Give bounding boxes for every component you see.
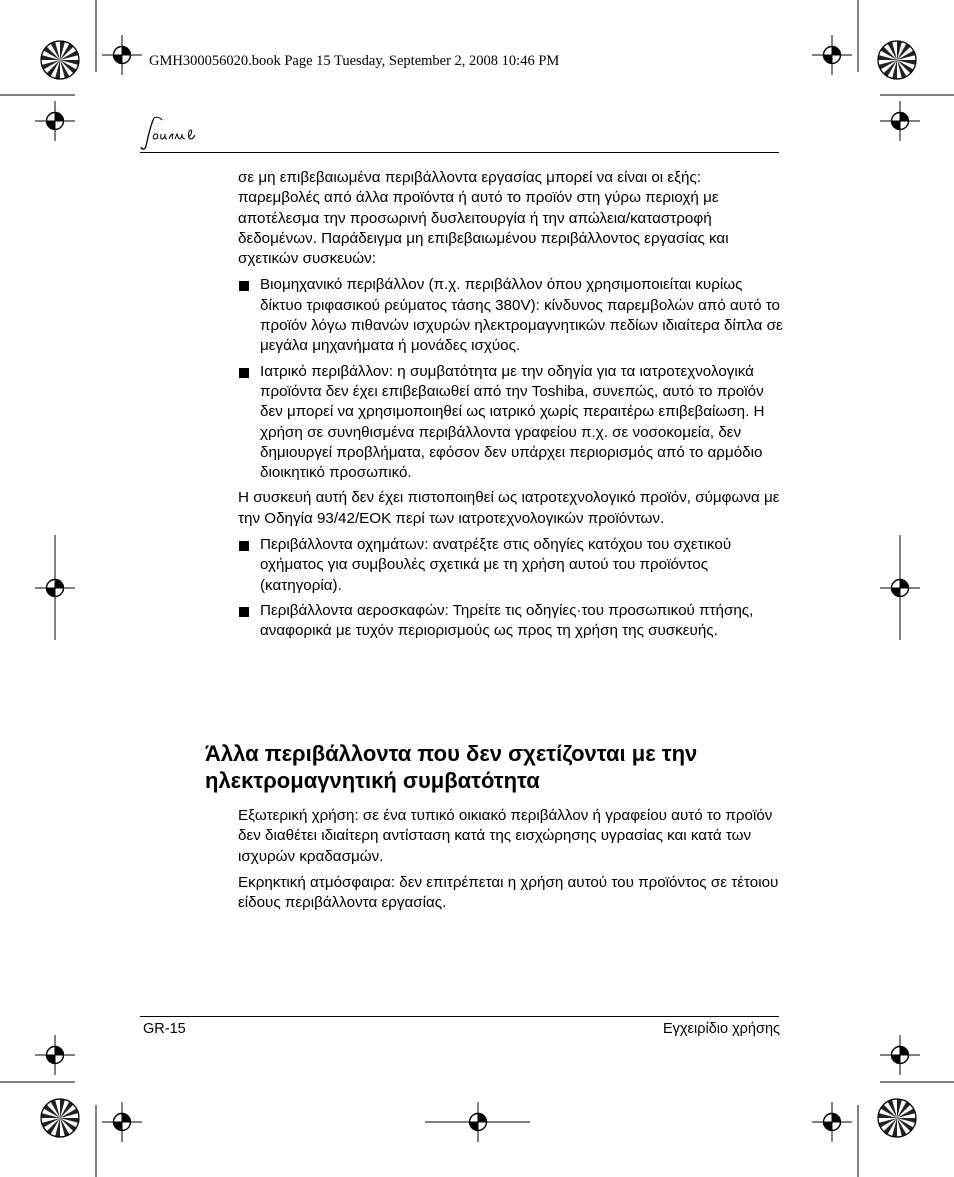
- journe-logo: [140, 112, 210, 154]
- footer-rule: [140, 1016, 779, 1017]
- paragraph: Εξωτερική χρήση: σε ένα τυπικό οικιακό περιβάλλον ή γραφείου αυτό το προϊόν δεν διαθέτει ιδιαίτερη αντίσταση κατά της εισχώρησης υγρασίας και κατά των ισχυρών κραδασμών.: [238, 807, 773, 865]
- paragraph: Εκρηκτική ατμόσφαιρα: δεν επιτρέπεται η χρήση αυτού του προϊόντος σε τέτοιου είδους περιβάλλοντα εργασίας.: [238, 873, 779, 912]
- section-heading: Άλλα περιβάλλοντα που δεν σχετίζονται με την ηλεκτρομαγνητική συμβατότητα: [205, 741, 698, 793]
- page-number: GR-15: [143, 1021, 186, 1037]
- intro-paragraph: σε μη επιβεβαιωμένα περιβάλλοντα εργασίας μπορεί να είναι οι εξής: παρεμβολές από άλλα προϊόντα ή αυτό το προϊόν στη γύρω περιοχή με αποτέλεσμα την προσωρινή δυσλειτουργία ή την απώλεια/καταστροφή δεδομένων. Παράδειγμα μη επιβεβαιωμένου περιβάλλοντος εργασίας και σχετικών συσκευών:: [238, 169, 729, 268]
- manual-title: Εγχειρίδιο χρήσης: [663, 1021, 780, 1037]
- list-item: [238, 275, 783, 356]
- list-item-text: Ιατρικό περιβάλλον: η συμβατότητα με την οδηγία για τα ιατροτεχνολογικά προϊόντα δεν έχει επιβεβαιωθεί από την Toshiba, συνεπώς, αυτό το προϊόν δεν μπορεί να χρησιμοποιηθεί ως ιατρικό χωρίς περαιτέρω επιβεβαίωση. Η χρήση σε συνηθισμένα περιβάλλοντα γραφείου π.χ. σε νοσοκομεία, δεν δημιουργεί προβλήματα, εφόσον δεν υπάρχει περιορισμός από το αρμόδιο διοικητικό προσωπικό.: [260, 362, 765, 482]
- file-slug: GMH300056020.book Page 15 Tuesday, September 2, 2008 10:46 PM: [149, 53, 560, 69]
- list-item-text: Περιβάλλοντα αεροσκαφών: Τηρείτε τις οδηγίες·του προσωπικού πτήσης, αναφορικά με τυχόν περιορισμούς ως προς τη χρήση της συσκευής.: [260, 601, 754, 640]
- list-item: [238, 362, 783, 484]
- bullet-square-icon: [238, 535, 260, 596]
- bullet-square-icon: [238, 275, 260, 356]
- list-item-text: Βιομηχανικό περιβάλλον (π.χ. περιβάλλον όπου χρησιμοποιείται κυρίως δίκτυο τριφασικού ρεύματος τάσης 380V): κίνδυνος παρεμβολών από αυτό το προϊόν λόγω πιθανών ισχυρών ηλεκτρομαγνητικών πεδίων ιδιαίτερα δίπλα σε μεγάλα μηχανήματα ή μονάδες ισχύος.: [260, 276, 783, 355]
- bullet-square-icon: [238, 601, 260, 642]
- header-rule: [140, 152, 779, 153]
- main-content: [238, 168, 783, 647]
- list-item: [238, 601, 783, 642]
- bullet-square-icon: [238, 362, 260, 484]
- list-item: [238, 535, 783, 596]
- list-item-text: Περιβάλλοντα οχημάτων: ανατρέξτε στις οδηγίες κατόχου του σχετικού οχήματος για συμβουλές σχετικά με τη χρήση αυτού του προϊόντος (κατηγορία).: [260, 536, 732, 594]
- section-content: [238, 806, 783, 919]
- middle-paragraph: Η συσκευή αυτή δεν έχει πιστοποιηθεί ως ιατροτεχνολογικό προϊόν, σύμφωνα με την Οδηγία 93/42/ΕΟΚ περί των ιατροτεχνολογικών προϊόντων.: [238, 489, 780, 527]
